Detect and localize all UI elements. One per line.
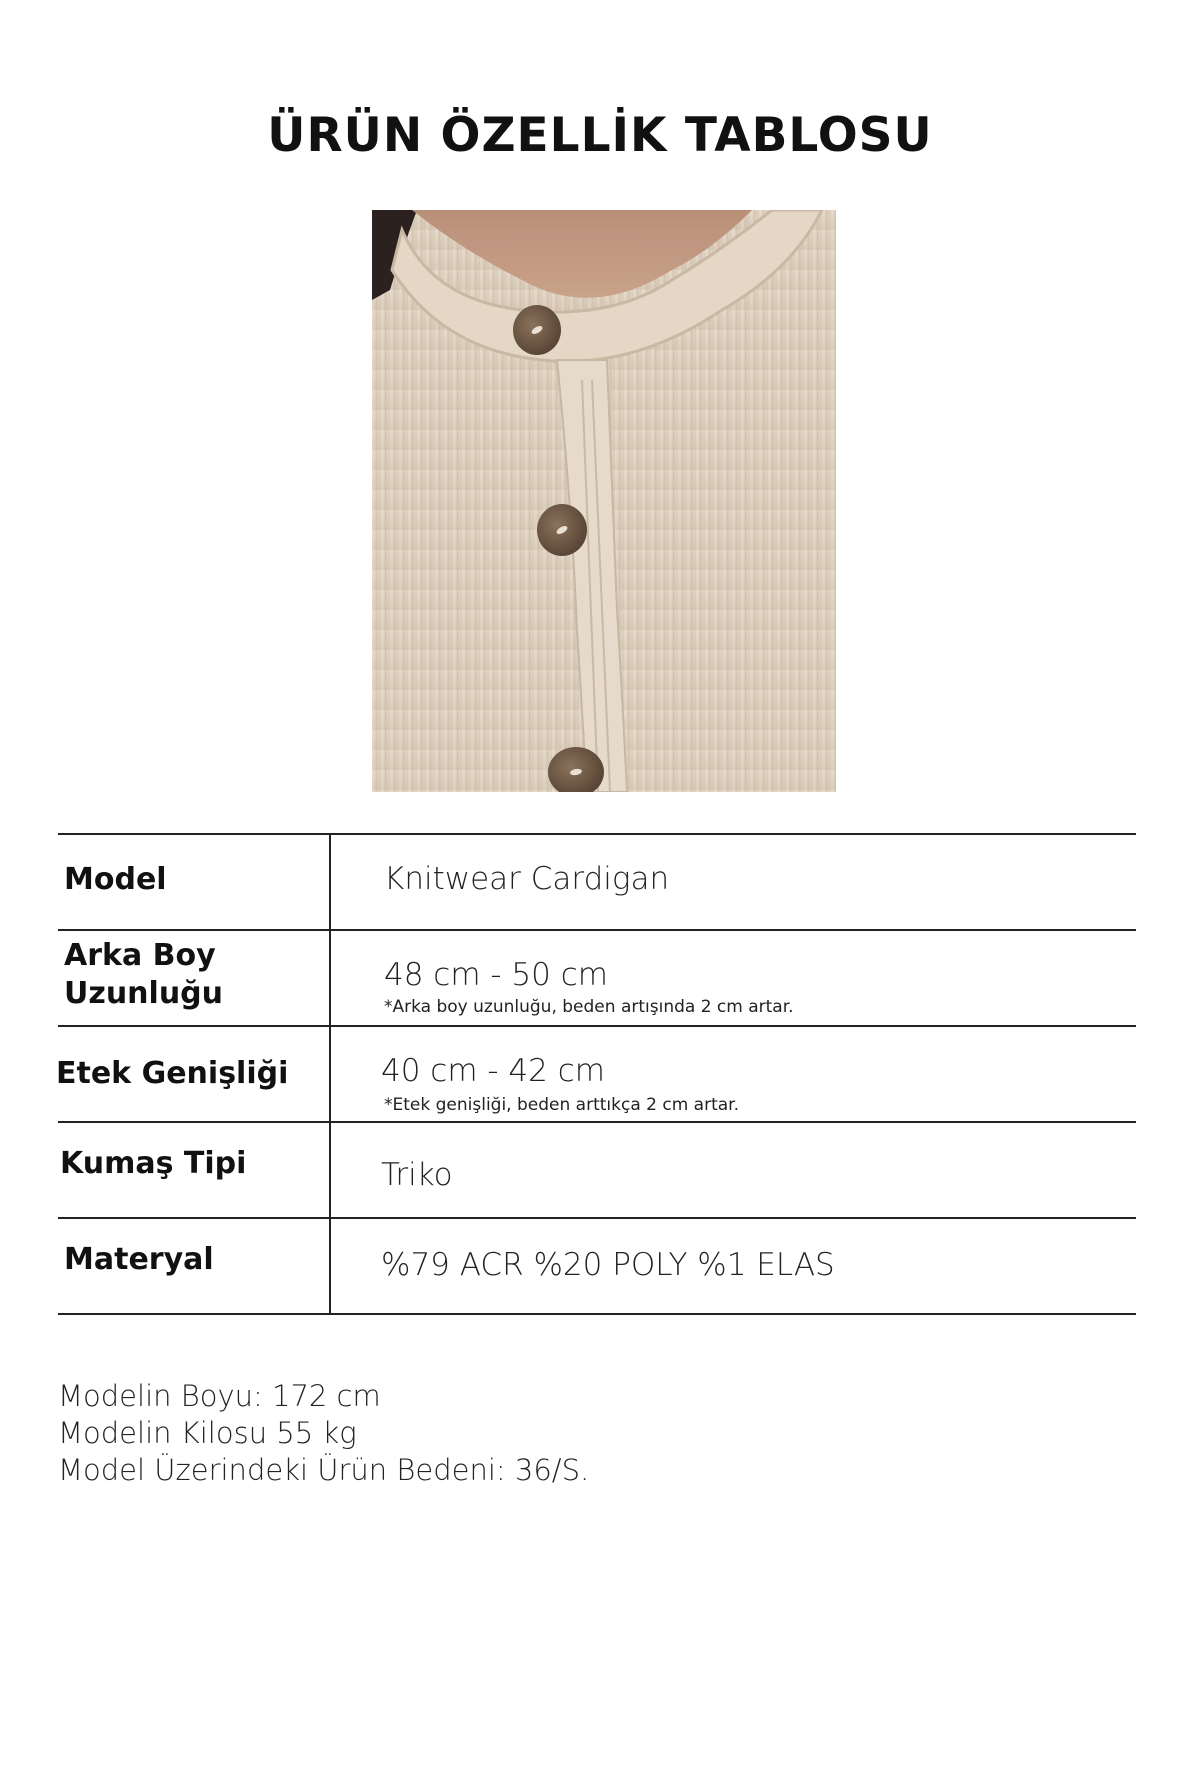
spec-value: 48 cm - 50 cm	[384, 957, 608, 993]
spec-note: *Etek genişliği, beden arttıkça 2 cm artar.	[384, 1095, 739, 1115]
column-divider	[329, 835, 331, 929]
model-height: Modelin Boyu: 172 cm	[58, 1379, 381, 1413]
spec-row-back-length	[58, 931, 1136, 1027]
product-photo	[372, 210, 836, 792]
page-title: ÜRÜN ÖZELLİK TABLOSU	[267, 108, 933, 163]
spec-row-model	[58, 833, 1136, 931]
spec-value: Knitwear Cardigan	[384, 861, 670, 897]
button-1	[513, 305, 561, 355]
spec-label: Kumaş Tipi	[60, 1146, 247, 1181]
spec-value: %79 ACR %20 POLY %1 ELAS	[381, 1247, 835, 1283]
model-info	[58, 1378, 589, 1489]
model-weight: Modelin Kilosu 55 kg	[58, 1416, 357, 1450]
spec-table	[58, 833, 1136, 1315]
spec-label: Etek Genişliği	[56, 1056, 289, 1091]
column-divider	[329, 1219, 331, 1313]
spec-label: Model	[64, 862, 167, 897]
spec-row-material	[58, 1219, 1136, 1315]
spec-label: Materyal	[64, 1242, 214, 1277]
column-divider	[329, 1027, 331, 1121]
model-size: Model Üzerindeki Ürün Bedeni: 36/S.	[58, 1453, 590, 1487]
spec-label: Arka Boy	[64, 938, 216, 973]
column-divider	[329, 1123, 331, 1217]
column-divider	[329, 931, 331, 1025]
spec-label: Uzunluğu	[64, 976, 224, 1011]
spec-value: 40 cm - 42 cm	[381, 1053, 605, 1089]
spec-note: *Arka boy uzunluğu, beden artışında 2 cm artar.	[384, 997, 794, 1017]
spec-row-fabric	[58, 1123, 1136, 1219]
spec-row-hem-width	[58, 1027, 1136, 1123]
spec-value: Triko	[381, 1157, 453, 1193]
